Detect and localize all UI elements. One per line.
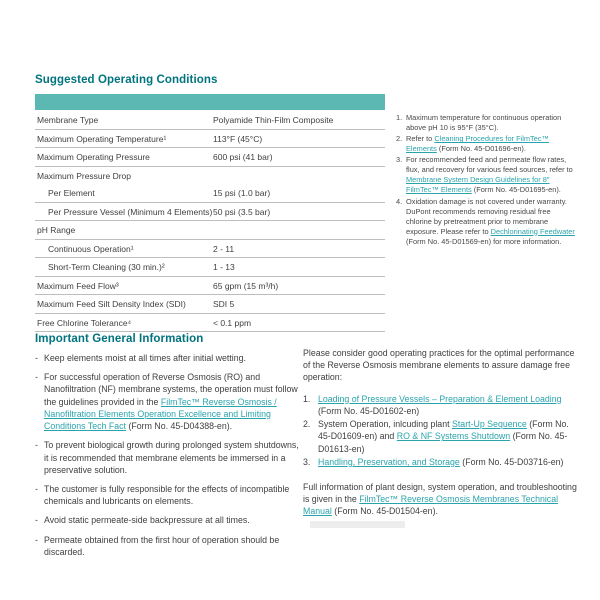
row-value: 65 gpm (15 m³/h)	[213, 280, 279, 291]
doc-link[interactable]: Handling, Preservation, and Storage	[318, 456, 460, 467]
footnote-text	[406, 197, 577, 247]
bullet-text	[44, 439, 305, 476]
section-title-important-general-information: Important General Information	[35, 333, 204, 345]
doc-link[interactable]: Loading of Pressure Vessels – Preparation & Element Loading	[318, 393, 562, 404]
row-value: 15 psi (1.0 bar)	[213, 188, 271, 198]
footnote-text	[406, 134, 577, 154]
operating-conditions-table-body	[35, 111, 385, 332]
footnote-number: 2.	[396, 134, 403, 144]
text-run: (Form No. 45-D01504-en).	[331, 506, 438, 517]
faded-placeholder-bar	[310, 521, 405, 528]
table-row	[35, 167, 385, 185]
text-run: Oxidation damage is not covered under warranty. DuPont recommends removing residual free chlorine by pretreatment prior to membrane exposure. Please refer to	[406, 196, 567, 236]
bullet-text	[44, 534, 305, 558]
bullet-marker: -	[35, 483, 38, 494]
footnote-number: 3.	[396, 155, 403, 165]
text-run: (Form No. 45-D01569-en) for more information.	[406, 236, 562, 246]
table-row	[35, 221, 385, 240]
bullet-marker: -	[35, 534, 38, 545]
bullet-text	[44, 514, 305, 526]
text-run: Permeate obtained from the first hour of operation should be discarded.	[44, 534, 280, 557]
item-text	[318, 456, 577, 468]
row-label: Short-Term Cleaning (30 min.)²	[48, 262, 165, 272]
bullet-item	[35, 371, 305, 432]
numbered-item	[303, 393, 577, 417]
item-number: 3.	[303, 456, 311, 467]
row-label: pH Range	[37, 225, 76, 235]
bullet-text	[44, 352, 305, 364]
doc-link[interactable]: Dechlorinating Feedwater	[490, 226, 575, 236]
doc-link[interactable]: Cleaning Procedures for FilmTec™ Elements	[406, 134, 549, 154]
doc-link[interactable]: Start-Up Sequence	[451, 419, 527, 430]
table-row	[35, 314, 385, 333]
item-text	[318, 393, 577, 417]
footnote-number: 4.	[396, 196, 403, 206]
row-value: 2 - 11	[213, 243, 235, 254]
practices-intro-paragraph: Please consider good operating practices for the optimal performance of the Reverse Osmosis membrane elements to assure damage free operation:	[303, 348, 575, 383]
general-information-bullet-list	[35, 352, 305, 565]
row-value: Polyamide Thin-Film Composite	[213, 115, 334, 125]
bullet-item	[35, 514, 305, 526]
row-label: Maximum Feed Silt Density Index (SDI)	[37, 299, 186, 309]
row-label: Per Pressure Vessel (Minimum 4 Elements)	[48, 206, 213, 217]
table-header-bar	[35, 94, 385, 110]
row-label: Membrane Type	[37, 115, 99, 125]
row-label: Maximum Operating Temperature¹	[37, 133, 167, 144]
row-value: < 0.1 ppm	[213, 317, 252, 328]
doc-link[interactable]: RO & NF Systems Shutdown	[396, 431, 511, 442]
item-number: 2.	[303, 419, 311, 430]
text-run: To prevent biological growth during prolonged system shutdowns, it is recommended that membrane elements be immersed in a preservative solution.	[44, 440, 299, 475]
good-operating-practices-column	[303, 347, 577, 518]
row-label: Free Chlorine Tolerance⁴	[37, 317, 132, 328]
item-text	[318, 418, 577, 455]
bullet-text	[44, 483, 305, 507]
footnote-text	[406, 155, 577, 195]
table-row	[35, 295, 385, 314]
text-run: For recommended feed and permeate flow rates, flux, and recovery for various feed sources, refer to	[406, 155, 573, 175]
bullet-text	[44, 371, 305, 432]
footnote-item	[396, 155, 577, 195]
text-run: (Form No. 45-D04388-en).	[126, 421, 233, 432]
text-run: (Form No. 45-D01696-en).	[436, 144, 526, 154]
text-run: (Form No. 45-D03716-en)	[459, 456, 564, 467]
doc-link[interactable]: FilmTec™ Reverse Osmosis / Nanofiltration Elements Operation Excellence and Limiting Conditions Tech Fact	[44, 396, 277, 432]
bullet-marker: -	[35, 372, 38, 383]
text-run: (Form No. 45-D01613-en)	[318, 431, 568, 454]
row-label: Maximum Feed Flow³	[37, 280, 119, 291]
table-row	[35, 148, 385, 167]
text-run: Refer to	[406, 134, 435, 144]
table-row	[35, 111, 385, 130]
table-row	[35, 184, 385, 203]
table-row	[35, 240, 385, 259]
footnote-item	[396, 134, 577, 154]
bullet-item	[35, 534, 305, 558]
doc-link[interactable]: Membrane System Design Guidelines for 8″ FilmTec™ Elements	[406, 175, 550, 195]
text-run: The customer is fully responsible for the effects of incompatible chemicals and lubricants on elements.	[44, 483, 290, 507]
bullet-item	[35, 439, 305, 476]
bullet-item	[35, 483, 305, 507]
row-label: Maximum Pressure Drop	[37, 170, 131, 181]
numbered-item	[303, 456, 577, 468]
practices-numbered-list	[303, 393, 577, 468]
bullet-marker: -	[35, 353, 38, 363]
row-label: Per Element	[48, 188, 95, 198]
row-value: 1 - 13	[213, 262, 235, 272]
text-run: Keep elements moist at all times after initial wetting.	[44, 353, 246, 363]
closing-paragraph	[303, 481, 577, 518]
footnote-item	[396, 113, 577, 133]
footnote-number: 1.	[396, 113, 403, 122]
table-row	[35, 203, 385, 222]
bullet-item	[35, 352, 305, 364]
footnote-item	[396, 197, 577, 247]
text-run: For successful operation of Reverse Osmosis (RO) and Nanofiltration (NF) membrane systems, the operation must follow the guidelines provided in the	[44, 372, 298, 407]
text-run: Avoid static permeate-side backpressure at all times.	[44, 515, 250, 526]
bullet-marker: -	[35, 515, 38, 526]
row-label: Maximum Operating Pressure	[37, 152, 150, 162]
doc-link[interactable]: FilmTec™ Reverse Osmosis Membranes Technical Manual	[303, 494, 559, 517]
text-run: (Form No. 45-D01695-en).	[471, 185, 561, 195]
row-value: 50 psi (3.5 bar)	[213, 206, 271, 217]
row-value: 600 psi (41 bar)	[213, 152, 273, 162]
footnotes-list	[396, 113, 577, 248]
row-label: Continuous Operation¹	[48, 243, 134, 254]
section-title-suggested-operating-conditions: Suggested Operating Conditions	[35, 74, 218, 86]
numbered-item	[303, 418, 577, 455]
table-row	[35, 277, 385, 296]
footnote-text	[406, 113, 577, 133]
text-run: System Operation, inlcuding plant	[318, 419, 452, 430]
bullet-marker: -	[35, 440, 38, 451]
operating-conditions-table	[35, 94, 385, 332]
text-run: (Form No. 45-D01609-en) and	[318, 419, 569, 442]
text-run: (Form No. 45-D01602-en)	[318, 405, 420, 416]
row-value: 113°F (45°C)	[213, 133, 263, 144]
row-value: SDI 5	[213, 299, 235, 309]
text-run: Full information of plant design, system operation, and troubleshooting is given in the	[303, 481, 577, 505]
table-row	[35, 258, 385, 277]
item-number: 1.	[303, 393, 311, 404]
text-run: Maximum temperature for continuous operation above pH 10 is 95°F (35°C).	[406, 113, 562, 133]
table-row	[35, 130, 385, 149]
